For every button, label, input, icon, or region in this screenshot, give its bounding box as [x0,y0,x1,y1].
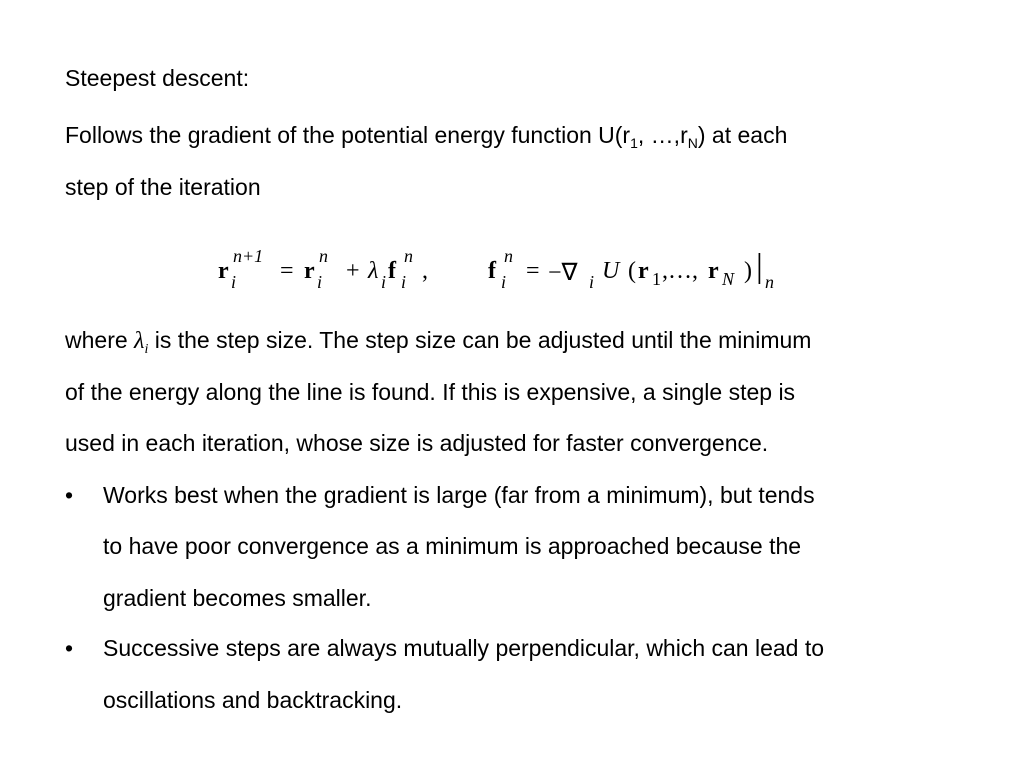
eq-lambda-sub: i [381,272,387,292]
intro-text-3: ) at each [697,122,788,148]
bullet-2-line-2: oscillations and backtracking. [103,687,403,713]
eq-equals-1: = [280,258,294,284]
eq-eval-sub: n [765,272,774,292]
eq-minus-nabla: −∇ [548,260,578,286]
update-equation [200,236,840,296]
paragraph-line-3: used in each iteration, whose size is adjusted for faster convergence. [65,430,769,456]
eq-equals-2: = [526,258,540,284]
paragraph-line-1 [65,326,811,355]
eq-f-2: f [488,258,496,284]
eq-rN-sub: N [722,269,735,289]
intro-text-1: Follows the gradient of the potential energy function U(r [65,122,631,148]
eq-lambda: λ [368,258,379,284]
eq-U: U [602,258,620,284]
paragraph-lambda: λ [134,328,145,354]
eq-open-paren: ( [628,258,636,284]
eq-rN: r [708,258,719,284]
intro-line-1 [65,121,787,149]
eq-r-lhs: r [218,258,229,284]
bullet-1-line-3: gradient becomes smaller. [103,585,372,611]
eq-r1-sub: 1 [652,269,661,289]
eq-plus: + [346,258,360,284]
eq-f-2-sup: n [504,246,513,266]
eq-r-rhs-sub: i [317,272,323,292]
eq-f-1: f [388,258,396,284]
bullet-1-line-1: Works best when the gradient is large (far from a minimum), but tends [103,482,815,508]
eq-f-1-sup: n [404,246,413,266]
paragraph-line-1-rest: is the step size. The step size can be adjusted until the minimum [148,327,812,353]
bullet-2-line-1: Successive steps are always mutually perpendicular, which can lead to [103,635,825,661]
paragraph-lambda-sub: i [144,342,149,357]
eq-f-1-sub: i [401,272,407,292]
eq-r-lhs-sub: i [231,272,237,292]
intro-subscript-n: N [687,135,698,151]
eq-eval-bar: | [756,248,763,285]
eq-comma: , [422,258,428,284]
intro-line-2: step of the iteration [65,174,261,200]
intro-text-2: , …,r [637,122,688,148]
eq-r-rhs-sup: n [319,246,328,266]
eq-r-lhs-sup: n+1 [233,246,264,266]
bullet-1-marker: • [65,482,74,508]
slide-title: Steepest descent: [65,65,250,91]
eq-r-rhs: r [304,258,315,284]
eq-r1: r [638,258,649,284]
bullet-1-line-2: to have poor convergence as a minimum is approached because the [103,533,802,559]
eq-nabla-sub: i [589,272,595,292]
intro-subscript-1: 1 [630,135,638,151]
eq-dots: ,…, [662,258,698,284]
paragraph-line-2: of the energy along the line is found. If this is expensive, a single step is [65,379,796,405]
eq-close-paren: ) [744,258,752,284]
bullet-2-marker: • [65,635,74,661]
paragraph-where: where [65,327,135,353]
eq-f-2-sub: i [501,272,507,292]
